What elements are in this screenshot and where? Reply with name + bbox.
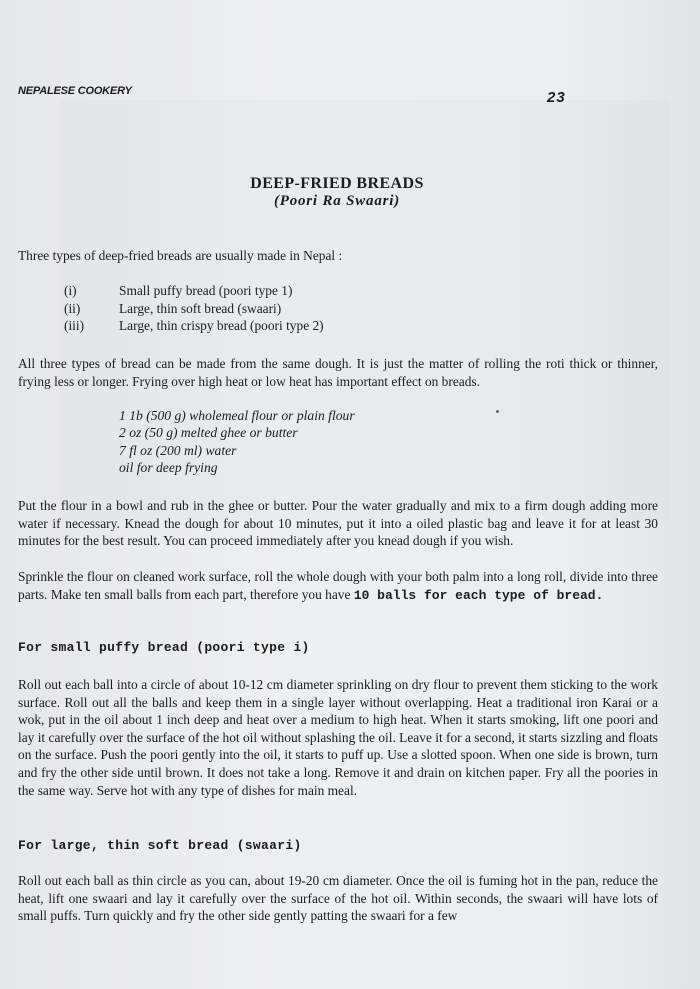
- list-item-number: (i): [64, 283, 77, 298]
- recipe-subtitle: (Poori Ra Swaari): [273, 193, 401, 209]
- ingredient-line: oil for deep frying: [119, 460, 218, 476]
- method-paragraph-1: Put the flour in a bowl and rub in the ghee or butter. Pour the water gradually and mix to a firm dough adding more water if necessary. Knead the dough for about 10 minutes, put it into a oiled plastic bag and leave it for at least 30 minutes for the best result. You can proceed immediately after you knead dough if you wish.: [18, 498, 658, 549]
- bread-types-list: [64, 282, 324, 335]
- dough-note-paragraph: All three types of bread can be made from the same dough. It is just the matter of rolling the roti thick or thinner, frying less or longer. Frying over high heat or low heat has important effect on breads.: [18, 356, 658, 389]
- page-number: 23: [547, 89, 566, 106]
- list-item: [64, 317, 324, 335]
- method-paragraph-2: [18, 568, 658, 604]
- running-header-title: NEPALESE COOKERY: [18, 85, 132, 97]
- section-heading-small-puffy: For small puffy bread (poori type i): [18, 640, 310, 655]
- ingredient-line: 1 1b (500 g) wholemeal flour or plain flour: [119, 408, 355, 423]
- list-item: [64, 300, 324, 318]
- list-item-number: (ii): [64, 300, 81, 316]
- intro-paragraph: Three types of deep-fried breads are usually made in Nepal :: [18, 248, 343, 263]
- list-item-text: Large, thin crispy bread (poori type 2): [119, 318, 324, 334]
- list-item-text: Small puffy bread (poori type 1): [119, 283, 293, 298]
- method-paragraph-2-text: Sprinkle the flour on cleaned work surface, roll the whole dough with your both palm into a long roll, divide into three parts. Make ten small balls from each part, therefore you have: [18, 569, 658, 602]
- section-1-paragraph: Roll out each ball into a circle of about 10-12 cm diameter sprinkling on dry flour to prevent them sticking to the work surface. Roll out all the balls and keep them in a single layer without overlapping. Heat a traditional iron Karai or a wok, put in the oil about 1 inch deep and heat over a medium to high heat. When it starts smoking, lift one poori and lay it carefully over the surface of the hot oil without splashing the oil. Leave it for a second, it starts sizzling and floats on the surface. Push the poori gently into the oil, it starts to puff up. Use a slotted spoon. When one side is brown, turn and fry the other side until brown. It does not take a long. Remove it and drain on kitchen paper. Fry all the poories in the same way. Serve hot with any type of dishes for main meal.: [18, 677, 658, 798]
- ingredients-list: [119, 407, 355, 477]
- speck-mark: [496, 410, 499, 413]
- ingredient-line: 2 oz (50 g) melted ghee or butter: [119, 425, 298, 441]
- section-2-paragraph: Roll out each ball as thin circle as you can, about 19-20 cm diameter. Once the oil is fuming hot in the pan, reduce the heat, lift one swaari and lay it carefully over the surface of the hot oil. Within seconds, the swaari will have lots of small puffs. Turn quickly and fry the other side gently patting the swaari for a few: [18, 873, 658, 924]
- ingredient-line: 7 fl oz (200 ml) water: [119, 442, 237, 458]
- list-item-text: Large, thin soft bread (swaari): [119, 300, 282, 316]
- method-paragraph-2-emphasis: 10 balls for each type of bread.: [353, 587, 604, 603]
- list-item-number: (iii): [64, 318, 85, 334]
- recipe-title: DEEP-FRIED BREADS: [250, 175, 424, 192]
- list-item: [64, 282, 324, 300]
- section-heading-large-soft: For large, thin soft bread (swaari): [18, 838, 302, 853]
